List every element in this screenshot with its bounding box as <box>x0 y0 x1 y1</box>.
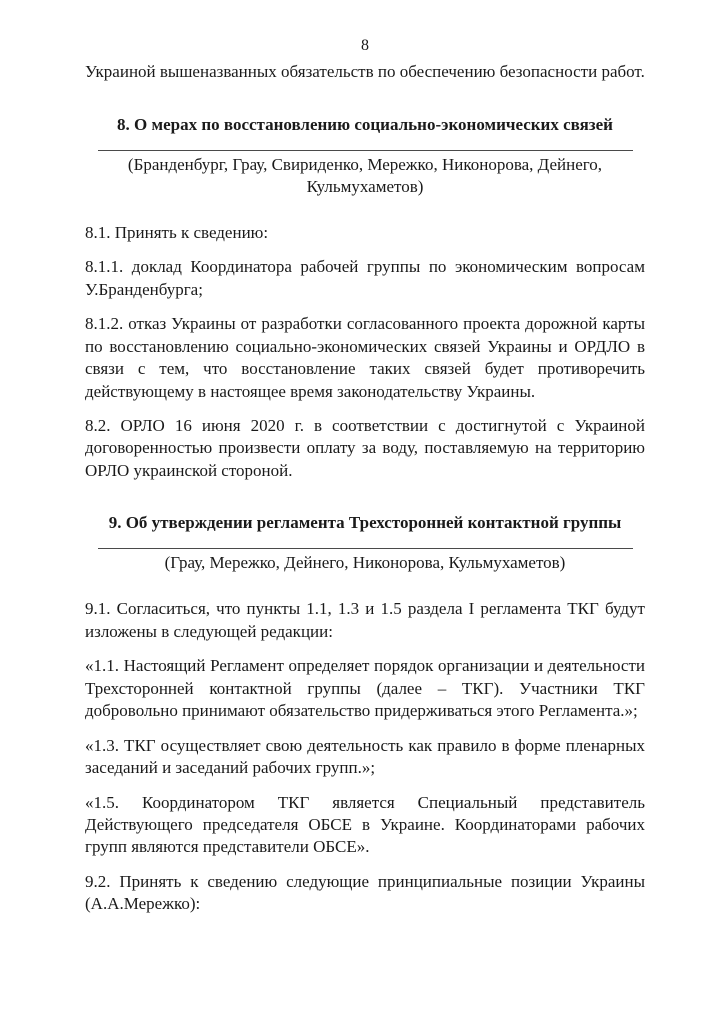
section-8-header <box>85 114 645 198</box>
paragraph-9-2: 9.2. Принять к сведению следующие принципиальные позиции Украины (А.А.Мережко): <box>85 871 645 914</box>
section-9-underline-rule <box>98 548 633 549</box>
section-8-attendees: (Бранденбург, Грау, Свириденко, Мережко, Никонорова, Дейнего, Кульмухаметов) <box>127 154 603 196</box>
paragraph-8-1-2: 8.1.2. отказ Украины от разработки согласованного проекта дорожной карты по восстановлению социально-экономических связей Украины и ОРДЛО в связи с тем, что восстановление таких связей будет противоречить действующему в настоящее время законодательству Украины. <box>85 314 645 401</box>
section-8-title: 8. О мерах по восстановлению социально-экономических связей <box>117 114 613 134</box>
section-8 <box>85 114 645 483</box>
section-9-attendees: (Грау, Мережко, Дейнего, Никонорова, Кульмухаметов) <box>164 553 566 573</box>
paragraph-8-1-1: 8.1.1. доклад Координатора рабочей группы по экономическим вопросам У.Бранденбурга; <box>85 257 645 299</box>
paragraph-9-1: 9.1. Согласиться, что пункты 1.1, 1.3 и 1.5 раздела I регламента ТКГ будут изложены в следующей редакции: <box>85 599 645 641</box>
section-8-underline-rule <box>98 150 633 151</box>
section-9-title: 9. Об утверждении регламента Трехсторонней контактной группы <box>108 513 622 533</box>
paragraph-quote-1-5: «1.5. Координатором ТКГ является Специальный представитель Действующего председателя ОБСЕ в Украине. Координаторами рабочих групп являются представители ОБСЕ». <box>85 792 645 857</box>
paragraph-quote-1-3: «1.3. ТКГ осуществляет свою деятельность как правило в форме пленарных заседаний и заседаний рабочих групп.»; <box>85 735 645 778</box>
page-number: 8 <box>361 37 369 54</box>
paragraph-8-1: 8.1. Принять к сведению: <box>85 222 269 242</box>
paragraph-8-2: 8.2. ОРЛО 16 июня 2020 г. в соответствии с достигнутой с Украиной договоренностью произвести оплату за воду, поставляемую на территорию ОРЛО украинской стороной. <box>85 415 645 480</box>
paragraph-continuation: Украиной вышеназванных обязательств по обеспечению безопасности работ. <box>85 62 645 82</box>
section-9 <box>85 512 645 915</box>
section-9-header <box>85 512 645 574</box>
paragraph-quote-1-1: «1.1. Настоящий Регламент определяет порядок организации и деятельности Трехсторонней контактной группы (далее – ТКГ). Участники ТКГ добровольно принимают обязательство придерживаться этого Регламента.»; <box>85 656 645 721</box>
